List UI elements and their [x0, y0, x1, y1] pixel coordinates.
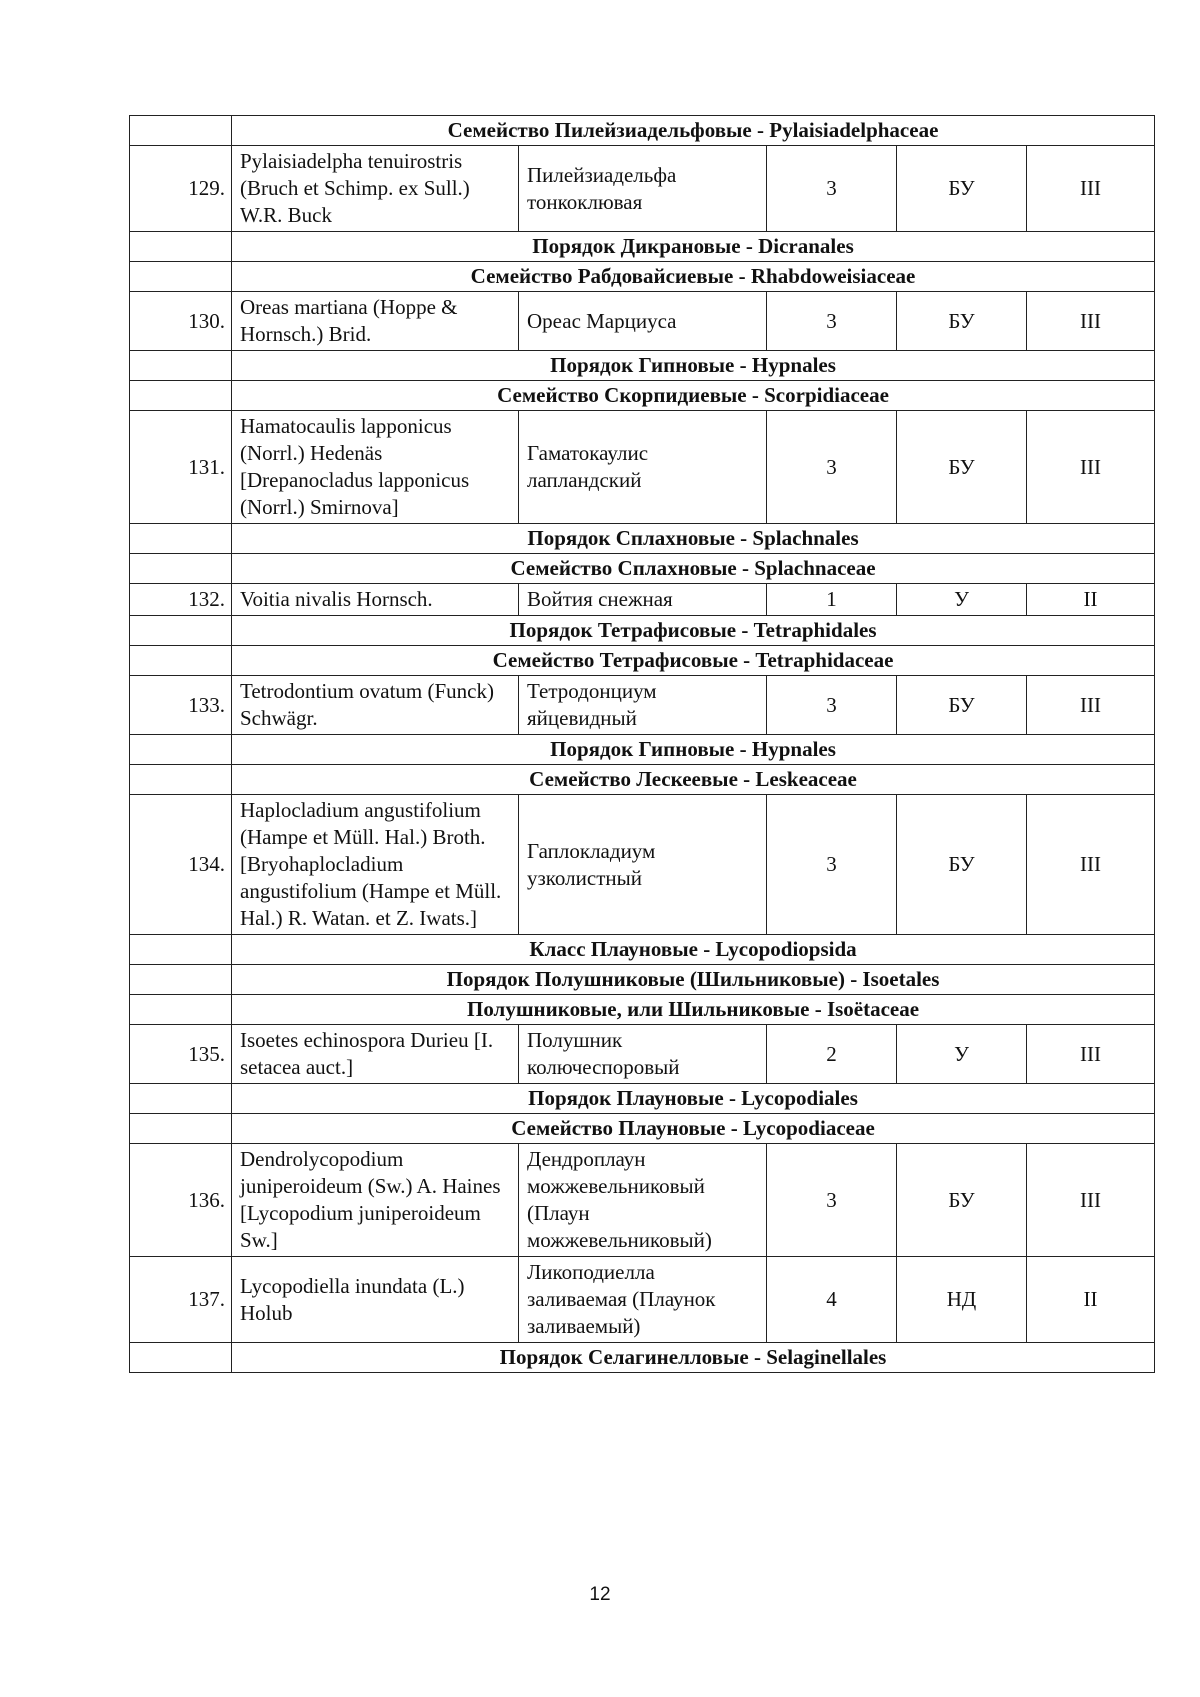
category-cell: 2 [767, 1025, 897, 1084]
table-body [130, 116, 1155, 1373]
empty-number-cell [130, 1114, 232, 1144]
category-cell: 1 [767, 584, 897, 616]
empty-number-cell [130, 381, 232, 411]
latin-name: Lycopodiella inundata (L.) Holub [232, 1257, 519, 1343]
empty-number-cell [130, 616, 232, 646]
category-cell: 3 [767, 795, 897, 935]
section-header: Порядок Тетрафисовые - Tetraphidales [232, 616, 1155, 646]
section-header: Семейство Тетрафисовые - Tetraphidaceae [232, 646, 1155, 676]
species-row [130, 411, 1155, 524]
section-header: Семейство Скорпидиевые - Scorpidiaceae [232, 381, 1155, 411]
priority-cell: III [1027, 146, 1155, 232]
section-header-row [130, 262, 1155, 292]
category-cell: 3 [767, 676, 897, 735]
status-cell: У [897, 1025, 1027, 1084]
russian-name: Ликоподиелла заливаемая (Плаунок заливаемый) [519, 1257, 767, 1343]
russian-name: Полушник колючеспоровый [519, 1025, 767, 1084]
status-cell: БУ [897, 411, 1027, 524]
section-header: Порядок Полушниковые (Шильниковые) - Isoetales [232, 965, 1155, 995]
section-header: Порядок Плауновые - Lycopodiales [232, 1084, 1155, 1114]
species-row [130, 1025, 1155, 1084]
latin-name: Dendrolycopodium juniperoideum (Sw.) A. Haines [Lycopodium juniperoideum Sw.] [232, 1144, 519, 1257]
species-number: 135. [130, 1025, 232, 1084]
priority-cell: III [1027, 676, 1155, 735]
empty-number-cell [130, 995, 232, 1025]
empty-number-cell [130, 735, 232, 765]
section-header-row [130, 1084, 1155, 1114]
species-row [130, 584, 1155, 616]
section-header-row [130, 965, 1155, 995]
empty-number-cell [130, 524, 232, 554]
species-row [130, 292, 1155, 351]
page-number: 12 [589, 1584, 611, 1605]
latin-name: Oreas martiana (Hoppe & Hornsch.) Brid. [232, 292, 519, 351]
empty-number-cell [130, 232, 232, 262]
priority-cell: III [1027, 1144, 1155, 1257]
section-header: Порядок Гипновые - Hypnales [232, 735, 1155, 765]
species-number: 134. [130, 795, 232, 935]
section-header: Порядок Дикрановые - Dicranales [232, 232, 1155, 262]
empty-number-cell [130, 351, 232, 381]
species-row [130, 676, 1155, 735]
section-header-row [130, 381, 1155, 411]
category-cell: 4 [767, 1257, 897, 1343]
section-header: Полушниковые, или Шильниковые - Isoëtaceae [232, 995, 1155, 1025]
status-cell: БУ [897, 676, 1027, 735]
priority-cell: III [1027, 292, 1155, 351]
latin-name: Tetrodontium ovatum (Funck) Schwägr. [232, 676, 519, 735]
section-header: Семейство Пилейзиадельфовые - Pylaisiadelphaceae [232, 116, 1155, 146]
species-number: 137. [130, 1257, 232, 1343]
species-row [130, 795, 1155, 935]
empty-number-cell [130, 765, 232, 795]
russian-name: Дендроплаун можжевельниковый (Плаун можжевельниковый) [519, 1144, 767, 1257]
section-header: Семейство Лескеевые - Leskeaceae [232, 765, 1155, 795]
status-cell: БУ [897, 292, 1027, 351]
species-number: 129. [130, 146, 232, 232]
section-header: Класс Плауновые - Lycopodiopsida [232, 935, 1155, 965]
status-cell: БУ [897, 146, 1027, 232]
russian-name: Тетродонциум яйцевидный [519, 676, 767, 735]
russian-name: Гаматокаулис лапландский [519, 411, 767, 524]
species-number: 136. [130, 1144, 232, 1257]
section-header: Порядок Селагинелловые - Selaginellales [232, 1343, 1155, 1373]
category-cell: 3 [767, 411, 897, 524]
species-row [130, 1257, 1155, 1343]
section-header-row [130, 351, 1155, 381]
species-row [130, 1144, 1155, 1257]
status-cell: БУ [897, 795, 1027, 935]
status-cell: БУ [897, 1144, 1027, 1257]
latin-name: Isoetes echinospora Durieu [I. setacea auct.] [232, 1025, 519, 1084]
status-cell: У [897, 584, 1027, 616]
species-number: 132. [130, 584, 232, 616]
priority-cell: III [1027, 411, 1155, 524]
section-header-row [130, 616, 1155, 646]
species-table [129, 115, 1155, 1373]
latin-name: Hamatocaulis lapponicus (Norrl.) Hedenäs [Drepanocladus lapponicus (Norrl.) Smirnova] [232, 411, 519, 524]
empty-number-cell [130, 116, 232, 146]
section-header: Порядок Гипновые - Hypnales [232, 351, 1155, 381]
category-cell: 3 [767, 1144, 897, 1257]
russian-name: Гаплокладиум узколистный [519, 795, 767, 935]
russian-name: Ореас Марциуса [519, 292, 767, 351]
empty-number-cell [130, 646, 232, 676]
empty-number-cell [130, 1343, 232, 1373]
section-header: Семейство Плауновые - Lycopodiaceae [232, 1114, 1155, 1144]
species-number: 133. [130, 676, 232, 735]
empty-number-cell [130, 965, 232, 995]
status-cell: НД [897, 1257, 1027, 1343]
section-header-row [130, 116, 1155, 146]
section-header-row [130, 1114, 1155, 1144]
empty-number-cell [130, 554, 232, 584]
section-header: Семейство Рабдовайсиевые - Rhabdoweisiaceae [232, 262, 1155, 292]
latin-name: Haplocladium angustifolium (Hampe et Müll. Hal.) Broth. [Bryohaplocladium angustifolium (Hampe et Müll. Hal.) R. Watan. et Z. Iwats.] [232, 795, 519, 935]
species-row [130, 146, 1155, 232]
section-header: Порядок Сплахновые - Splachnales [232, 524, 1155, 554]
category-cell: 3 [767, 292, 897, 351]
section-header-row [130, 935, 1155, 965]
section-header: Семейство Сплахновые - Splachnaceae [232, 554, 1155, 584]
russian-name: Войтия снежная [519, 584, 767, 616]
section-header-row [130, 554, 1155, 584]
section-header-row [130, 765, 1155, 795]
section-header-row [130, 995, 1155, 1025]
section-header-row [130, 735, 1155, 765]
latin-name: Pylaisiadelpha tenuirostris (Bruch et Schimp. ex Sull.) W.R. Buck [232, 146, 519, 232]
species-number: 131. [130, 411, 232, 524]
species-number: 130. [130, 292, 232, 351]
latin-name: Voitia nivalis Hornsch. [232, 584, 519, 616]
priority-cell: III [1027, 1025, 1155, 1084]
russian-name: Пилейзиадельфа тонкоклювая [519, 146, 767, 232]
section-header-row [130, 524, 1155, 554]
section-header-row [130, 646, 1155, 676]
priority-cell: II [1027, 584, 1155, 616]
empty-number-cell [130, 262, 232, 292]
section-header-row [130, 1343, 1155, 1373]
section-header-row [130, 232, 1155, 262]
priority-cell: II [1027, 1257, 1155, 1343]
empty-number-cell [130, 935, 232, 965]
priority-cell: III [1027, 795, 1155, 935]
empty-number-cell [130, 1084, 232, 1114]
category-cell: 3 [767, 146, 897, 232]
